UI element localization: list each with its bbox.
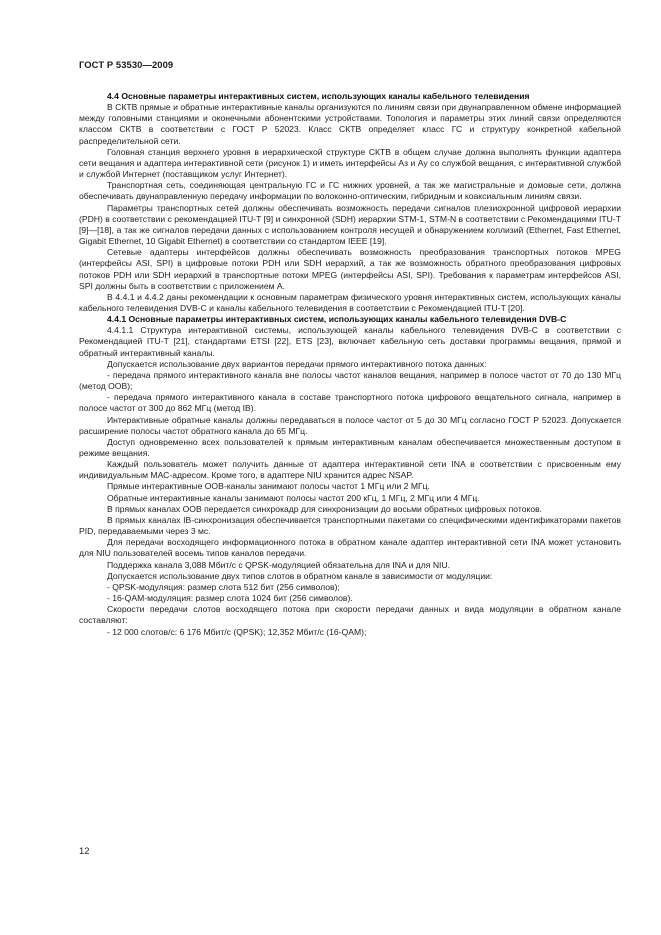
paragraph: Доступ одновременно всех пользователей к прямым интерактивным каналам обеспечивается множественным доступом в режиме вещания. bbox=[79, 436, 621, 458]
list-item: - 16-QAM-модуляция: размер слота 1024 бит (256 символов). bbox=[107, 593, 353, 604]
list-item: - передача прямого интерактивного канала в составе транспортного потока цифрового вещательного сигнала, например в полосе частот от 300 до 862 МГц (метод IB). bbox=[79, 392, 621, 414]
paragraph: Головная станция верхнего уровня в иерархической структуре СКТВ в общем случае должна выполнять функции адаптера сети вещания и адаптера интерактивной сети (рисунок 1) и иметь интерфейсы Aз и Ау со службой вещания, с интерактивной службой и службой Интернет (поставщиком услуг Интернет). bbox=[79, 146, 621, 180]
list-item: - QPSK-модуляция: размер слота 512 бит (256 символов); bbox=[107, 581, 340, 592]
section-heading-4-4-1: 4.4.1 Основные параметры интерактивных систем, использующих каналы кабельного телевидения DVB-C bbox=[107, 314, 567, 325]
document-header: ГОСТ Р 53530—2009 bbox=[79, 59, 174, 70]
section-heading-4-4: 4.4 Основные параметры интерактивных систем, использующих каналы кабельного телевидения bbox=[107, 91, 530, 101]
paragraph: Скорости передачи слотов восходящего потока при скорости передачи данных и вида модуляции в обратном канале составляют: bbox=[79, 604, 621, 626]
paragraph: 4.4.1.1 Структура интерактивной системы, использующей каналы кабельного телевидения DVB-C в соответствии с Рекомендацией ITU-T [21], стандартами ETSI [22], ETS [23], включает кабельную сеть доставки программы вещания, прямой и обратный интерактивный каналы. bbox=[79, 325, 621, 358]
paragraph: Обратные интерактивные каналы занимают полосы частот 200 кГц, 1 МГц, 2 МГц или 4 МГц. bbox=[107, 492, 480, 503]
paragraph: Транспортная сеть, соединяющая центральную ГС и ГС нижних уровней, а так же магистральные и домовые сети, должна обеспечивать двунаправленную передачу информации по волоконно-оптическим, гибридным и коаксиальным линиям связи. bbox=[79, 180, 621, 202]
paragraph: Допускается использование двух вариантов передачи прямого интерактивного потока данных: bbox=[107, 358, 487, 369]
paragraph: В 4.4.1 и 4.4.2 даны рекомендации к основным параметрам физического уровня интерактивных систем, использующих каналы кабельного телевидения DVB-C и каналы кабельного телевидения в соответствии с Рекомендацией ITU-T [20]. bbox=[79, 291, 621, 313]
list-item: - передача прямого интерактивного канала вне полосы частот каналов вещания, например в полосе частот от 70 до 130 МГц (метод OOB); bbox=[79, 369, 621, 392]
paragraph: Допускается использование двух типов слотов в обратном канале в зависимости от модуляции: bbox=[107, 570, 493, 581]
list-item: - 12 000 слотов/с: 6 176 Мбит/с (QPSK); 12,352 Мбит/с (16-QAM); bbox=[107, 626, 367, 637]
paragraph: Каждый пользователь может получить данные от адаптера интерактивной сети INA в соответствии с присвоенным ему индивидуальным МАС-адресом. Кроме того, в адаптере NIU хранится адрес NSAP. bbox=[79, 459, 621, 481]
paragraph: Прямые интерактивные OOB-каналы занимают полосы частот 1 МГц или 2 МГц. bbox=[107, 481, 430, 492]
paragraph: Параметры транспортных сетей должны обеспечивать возможность передачи сигналов плезиохронной цифровой иерархии (PDH) в соответствии с рекомендацией ITU-T [9] и синхронной (SDH) иерархии STM-1, STM-N в соответствии с Рекомендациями ITU-T [9]—[18], а так же сигналов передачи данных с использованием контроля несущей и обнаружением коллизий (Ethernet, Fast Ethernet, Gigabit Ethernet, 10 Gigabit Ethernet) в соответствии со стандартом IEEE [19]. bbox=[79, 202, 621, 247]
paragraph: В прямых каналах OOB передается синхрокадр для синхронизации до восьми обратных цифровых потоков. bbox=[107, 503, 543, 514]
paragraph: Интерактивные обратные каналы должны передаваться в полосе частот от 5 до 30 МГц согласно ГОСТ Р 52023. Допускается расширение полосы частот обратного канала до 65 МГц. bbox=[79, 414, 621, 436]
paragraph: В СКТВ прямые и обратные интерактивные каналы организуются по линиям связи при двунаправленном обмене информацией между головными станциями и оконечными абонентскими устройствами. Топология и параметры этих линий связи определяются классом СКТВ в соответствии с ГОСТ Р 52023. Класс СКТВ определяет класс ГС и структуру конкретной кабельной распределительной сети. bbox=[79, 102, 621, 146]
document-body bbox=[79, 91, 621, 638]
page-number: 12 bbox=[79, 845, 90, 856]
paragraph: Для передачи восходящего информационного потока в обратном канале адаптер интерактивной сети INA может установить для NIU пользователей восемь типов каналов передачи. bbox=[79, 537, 621, 559]
paragraph: В прямых каналах IB-синхронизация обеспечивается транспортными пакетами со специфическими идентификаторами пакетов PID, передаваемыми через 3 мс. bbox=[79, 514, 621, 537]
paragraph: Поддержка канала 3,088 Мбит/с с QPSK-модуляцией обязательна для INA и для NIU. bbox=[107, 559, 451, 570]
paragraph: Сетевые адаптеры интерфейсов должны обеспечивать возможность преобразования транспортных потоков MPEG (интерфейсы ASI, SPI) в цифровые потоки PDH или SDH иерархий, а так же возможность обратного преобразования цифровых потоков PDH или SDH иерархий в транспортные потоки MPEG (интерфейсы ASI, SPI). Требования к параметрам интерфейсов ASI, SPI должны быть в соответствии с приложением А. bbox=[79, 247, 621, 291]
